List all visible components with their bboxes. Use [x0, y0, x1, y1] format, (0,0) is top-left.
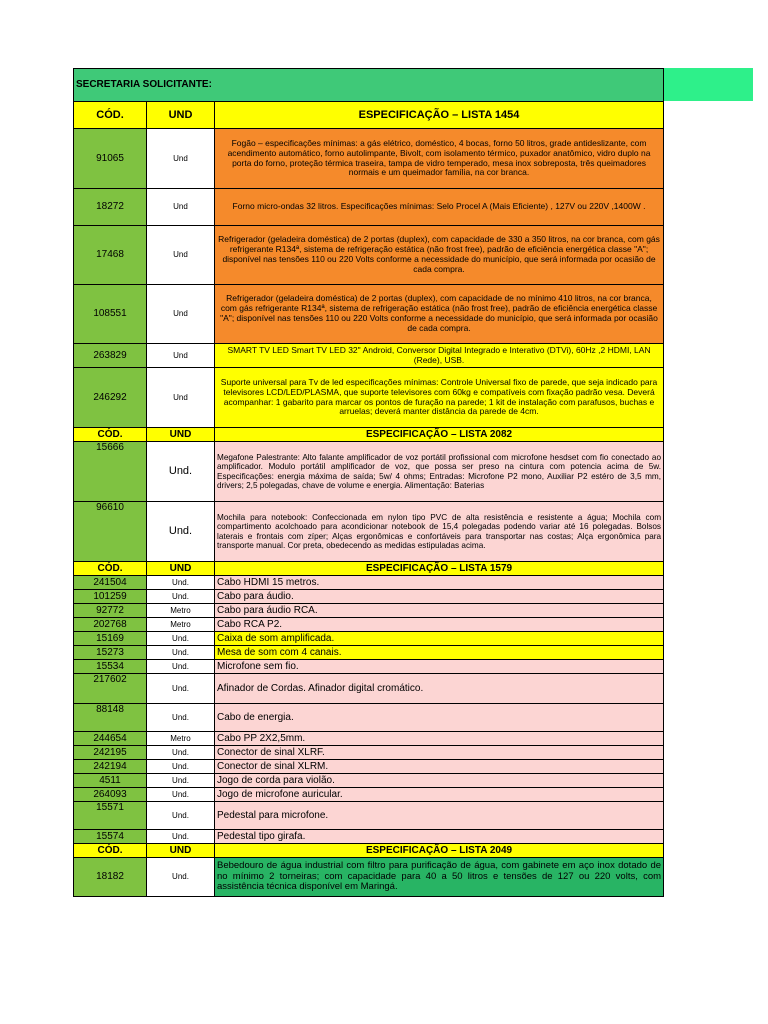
header-spec: ESPECIFICAÇÃO – LISTA 1454 [215, 102, 664, 129]
header-code: CÓD. [74, 102, 147, 129]
header-und: UND [147, 562, 215, 576]
table-row [74, 129, 664, 189]
table-row [74, 502, 664, 562]
item-code: 246292 [74, 368, 147, 428]
item-unit: Und. [147, 830, 215, 844]
item-code: 15534 [74, 660, 147, 674]
item-unit: Und [147, 285, 215, 344]
table-row [74, 732, 664, 746]
table-row [74, 674, 664, 704]
item-spec: Fogão – especificações mínimas: a gás elétrico, doméstico, 4 bocas, forno 50 litros, grade antideslizante, com acendimento automático, forno autolimpante, Bivolt, com isolamento térmico, puxador anatômico, vidro duplo na porta do forno, proteção térmica traseira, tampa de vidro temperado, mesa inox sobreposta, três queimadores normais e um queimador família, na cor branca. [215, 129, 664, 189]
header-code: CÓD. [74, 428, 147, 442]
item-spec: Megafone Palestrante: Alto falante amplificador de voz portátil profissional com microfone hesdset com fio conectado ao amplificador. Modulo portátil amplificador de voz, que possa ser preso na cintura com potencia acima de 5w. Especificações: energia máxima de saída; 5w/ 4 ohms; Entradas: Microfone P2 mono, Auxiliar P2 estéro de 3,5 mm, drivers; 2,5 polegadas, chave de volume e energia. Alimentação: Baterias [215, 442, 664, 502]
item-code: 15273 [74, 646, 147, 660]
item-unit: Und [147, 129, 215, 189]
item-spec: Cabo PP 2X2,5mm. [215, 732, 664, 746]
title-row [74, 69, 664, 102]
header-und: UND [147, 844, 215, 858]
item-spec: Forno micro-ondas 32 litros. Especificações mínimas: Selo Procel A (Mais Eficiente) , 127V ou 220V ,1400W . [215, 189, 664, 226]
table-row [74, 226, 664, 285]
item-code: 15666 [74, 442, 147, 502]
item-spec: Jogo de microfone auricular. [215, 788, 664, 802]
item-unit: Und. [147, 760, 215, 774]
item-code: 263829 [74, 344, 147, 368]
table-row [74, 618, 664, 632]
item-spec: Pedestal tipo girafa. [215, 830, 664, 844]
item-spec: Microfone sem fio. [215, 660, 664, 674]
item-unit: Und [147, 189, 215, 226]
item-code: 15169 [74, 632, 147, 646]
header-und: UND [147, 102, 215, 129]
item-code: 17468 [74, 226, 147, 285]
item-unit: Und. [147, 788, 215, 802]
item-spec: Cabo para áudio. [215, 590, 664, 604]
accent-bar [662, 68, 753, 101]
item-unit: Und [147, 226, 215, 285]
item-code: 4511 [74, 774, 147, 788]
item-code: 96610 [74, 502, 147, 562]
item-code: 244654 [74, 732, 147, 746]
item-unit: Und. [147, 704, 215, 732]
sheet-title: SECRETARIA SOLICITANTE: [74, 69, 664, 102]
item-unit: Und. [147, 502, 215, 562]
item-code: 264093 [74, 788, 147, 802]
header-row-2082 [74, 428, 664, 442]
table-row [74, 660, 664, 674]
item-spec: Suporte universal para Tv de led especificações mínimas: Controle Universal fixo de parede, que seja indicado para televisores LCD/LED/PLASMA, que suporte televisores com 60kg e compatíveis com fixação padrão vesa. Deverá acompanhar: 1 gabarito para marcar os pontos de furação na parede; 1 kit de instalação com parafusos, buchas e arruelas; deverá manter distância da parede de 4cm. [215, 368, 664, 428]
item-code: 217602 [74, 674, 147, 704]
item-unit: Und [147, 368, 215, 428]
item-unit: Und. [147, 660, 215, 674]
table-row [74, 576, 664, 590]
item-code: 242195 [74, 746, 147, 760]
item-spec: Caixa de som amplificada. [215, 632, 664, 646]
item-spec: Cabo de energia. [215, 704, 664, 732]
header-und: UND [147, 428, 215, 442]
table-row [74, 368, 664, 428]
table-row [74, 788, 664, 802]
item-unit: Und. [147, 858, 215, 897]
table-row [74, 604, 664, 618]
table-row [74, 646, 664, 660]
item-code: 92772 [74, 604, 147, 618]
header-row-1579 [74, 562, 664, 576]
table-row [74, 442, 664, 502]
table-row [74, 760, 664, 774]
header-spec: ESPECIFICAÇÃO – LISTA 2082 [215, 428, 664, 442]
item-unit: Und. [147, 442, 215, 502]
table-row [74, 858, 664, 897]
table-row [74, 774, 664, 788]
item-unit: Und. [147, 774, 215, 788]
item-code: 91065 [74, 129, 147, 189]
item-code: 18272 [74, 189, 147, 226]
table-row [74, 830, 664, 844]
item-unit: Und. [147, 674, 215, 704]
item-spec: SMART TV LED Smart TV LED 32" Android, Conversor Digital Integrado e Interativo (DTVi), 60Hz ,2 HDMI, LAN (Rede), USB. [215, 344, 664, 368]
item-unit: Und [147, 344, 215, 368]
item-spec: Cabo RCA P2. [215, 618, 664, 632]
item-spec: Cabo HDMI 15 metros. [215, 576, 664, 590]
item-spec: Refrigerador (geladeira doméstica) de 2 portas (duplex), com capacidade de 330 a 350 litros, na cor branca, com gás refrigerante R134ª, sistema de refrigeração estática (não frost free), padrão de eficiência energética classe "A"; disponível nas tensões 110 ou 220 Volts conforme a necessidade do município, que será informada por ocasião de cada compra. [215, 226, 664, 285]
item-code: 242194 [74, 760, 147, 774]
item-unit: Und. [147, 646, 215, 660]
item-unit: Metro [147, 732, 215, 746]
header-spec: ESPECIFICAÇÃO – LISTA 1579 [215, 562, 664, 576]
item-spec: Jogo de corda para violão. [215, 774, 664, 788]
header-code: CÓD. [74, 562, 147, 576]
header-code: CÓD. [74, 844, 147, 858]
table-row [74, 704, 664, 732]
item-code: 88148 [74, 704, 147, 732]
item-spec: Pedestal para microfone. [215, 802, 664, 830]
table-row [74, 746, 664, 760]
item-spec: Mochila para notebook: Confeccionada em nylon tipo PVC de alta resistência e resistente a água; Mochila com compartimento acolchoado para acondicionar notebook de 15,4 polegadas podendo variar até 16 polegadas. Bolsos laterais e frontais com zíper; Alças ergonômicas e confortáveis para transportar nas costas; Alça ergonômica para transporte manual. Cor preta, obedecendo as medidas estipuladas acima. [215, 502, 664, 562]
item-unit: Und. [147, 576, 215, 590]
item-code: 101259 [74, 590, 147, 604]
header-spec: ESPECIFICAÇÃO – LISTA 2049 [215, 844, 664, 858]
item-code: 202768 [74, 618, 147, 632]
item-spec: Refrigerador (geladeira doméstica) de 2 portas (duplex), com capacidade de no mínimo 410 litros, na cor branca, com gás refrigerante R134ª, sistema de refrigeração estática (não frost free), padrão de eficiência energética classe "A"; disponível nas tensões 110 ou 220 Volts conforme a necessidade do município, que será informada por ocasião de cada compra. [215, 285, 664, 344]
item-unit: Und. [147, 632, 215, 646]
item-spec: Conector de sinal XLRM. [215, 760, 664, 774]
table-row [74, 189, 664, 226]
spreadsheet-table [73, 68, 664, 897]
item-unit: Und. [147, 746, 215, 760]
item-spec: Mesa de som com 4 canais. [215, 646, 664, 660]
item-code: 108551 [74, 285, 147, 344]
header-row-2049 [74, 844, 664, 858]
item-code: 18182 [74, 858, 147, 897]
item-unit: Und. [147, 802, 215, 830]
item-spec: Conector de sinal XLRF. [215, 746, 664, 760]
header-row-1454 [74, 102, 664, 129]
item-spec: Cabo para áudio RCA. [215, 604, 664, 618]
table-row [74, 285, 664, 344]
item-code: 15574 [74, 830, 147, 844]
item-unit: Metro [147, 618, 215, 632]
table-row [74, 344, 664, 368]
item-code: 241504 [74, 576, 147, 590]
item-spec: Bebedouro de água industrial com filtro para purificação de água, com gabinete em aço inox dotado de no mínimo 2 torneiras; com capacidade para 40 a 50 litros e tensões de 127 ou 220 volts, com assistência técnica disponível em Maringá. [215, 858, 664, 897]
table-row [74, 632, 664, 646]
item-spec: Afinador de Cordas. Afinador digital cromático. [215, 674, 664, 704]
item-unit: Metro [147, 604, 215, 618]
item-unit: Und. [147, 590, 215, 604]
table-row [74, 590, 664, 604]
table-row [74, 802, 664, 830]
item-code: 15571 [74, 802, 147, 830]
